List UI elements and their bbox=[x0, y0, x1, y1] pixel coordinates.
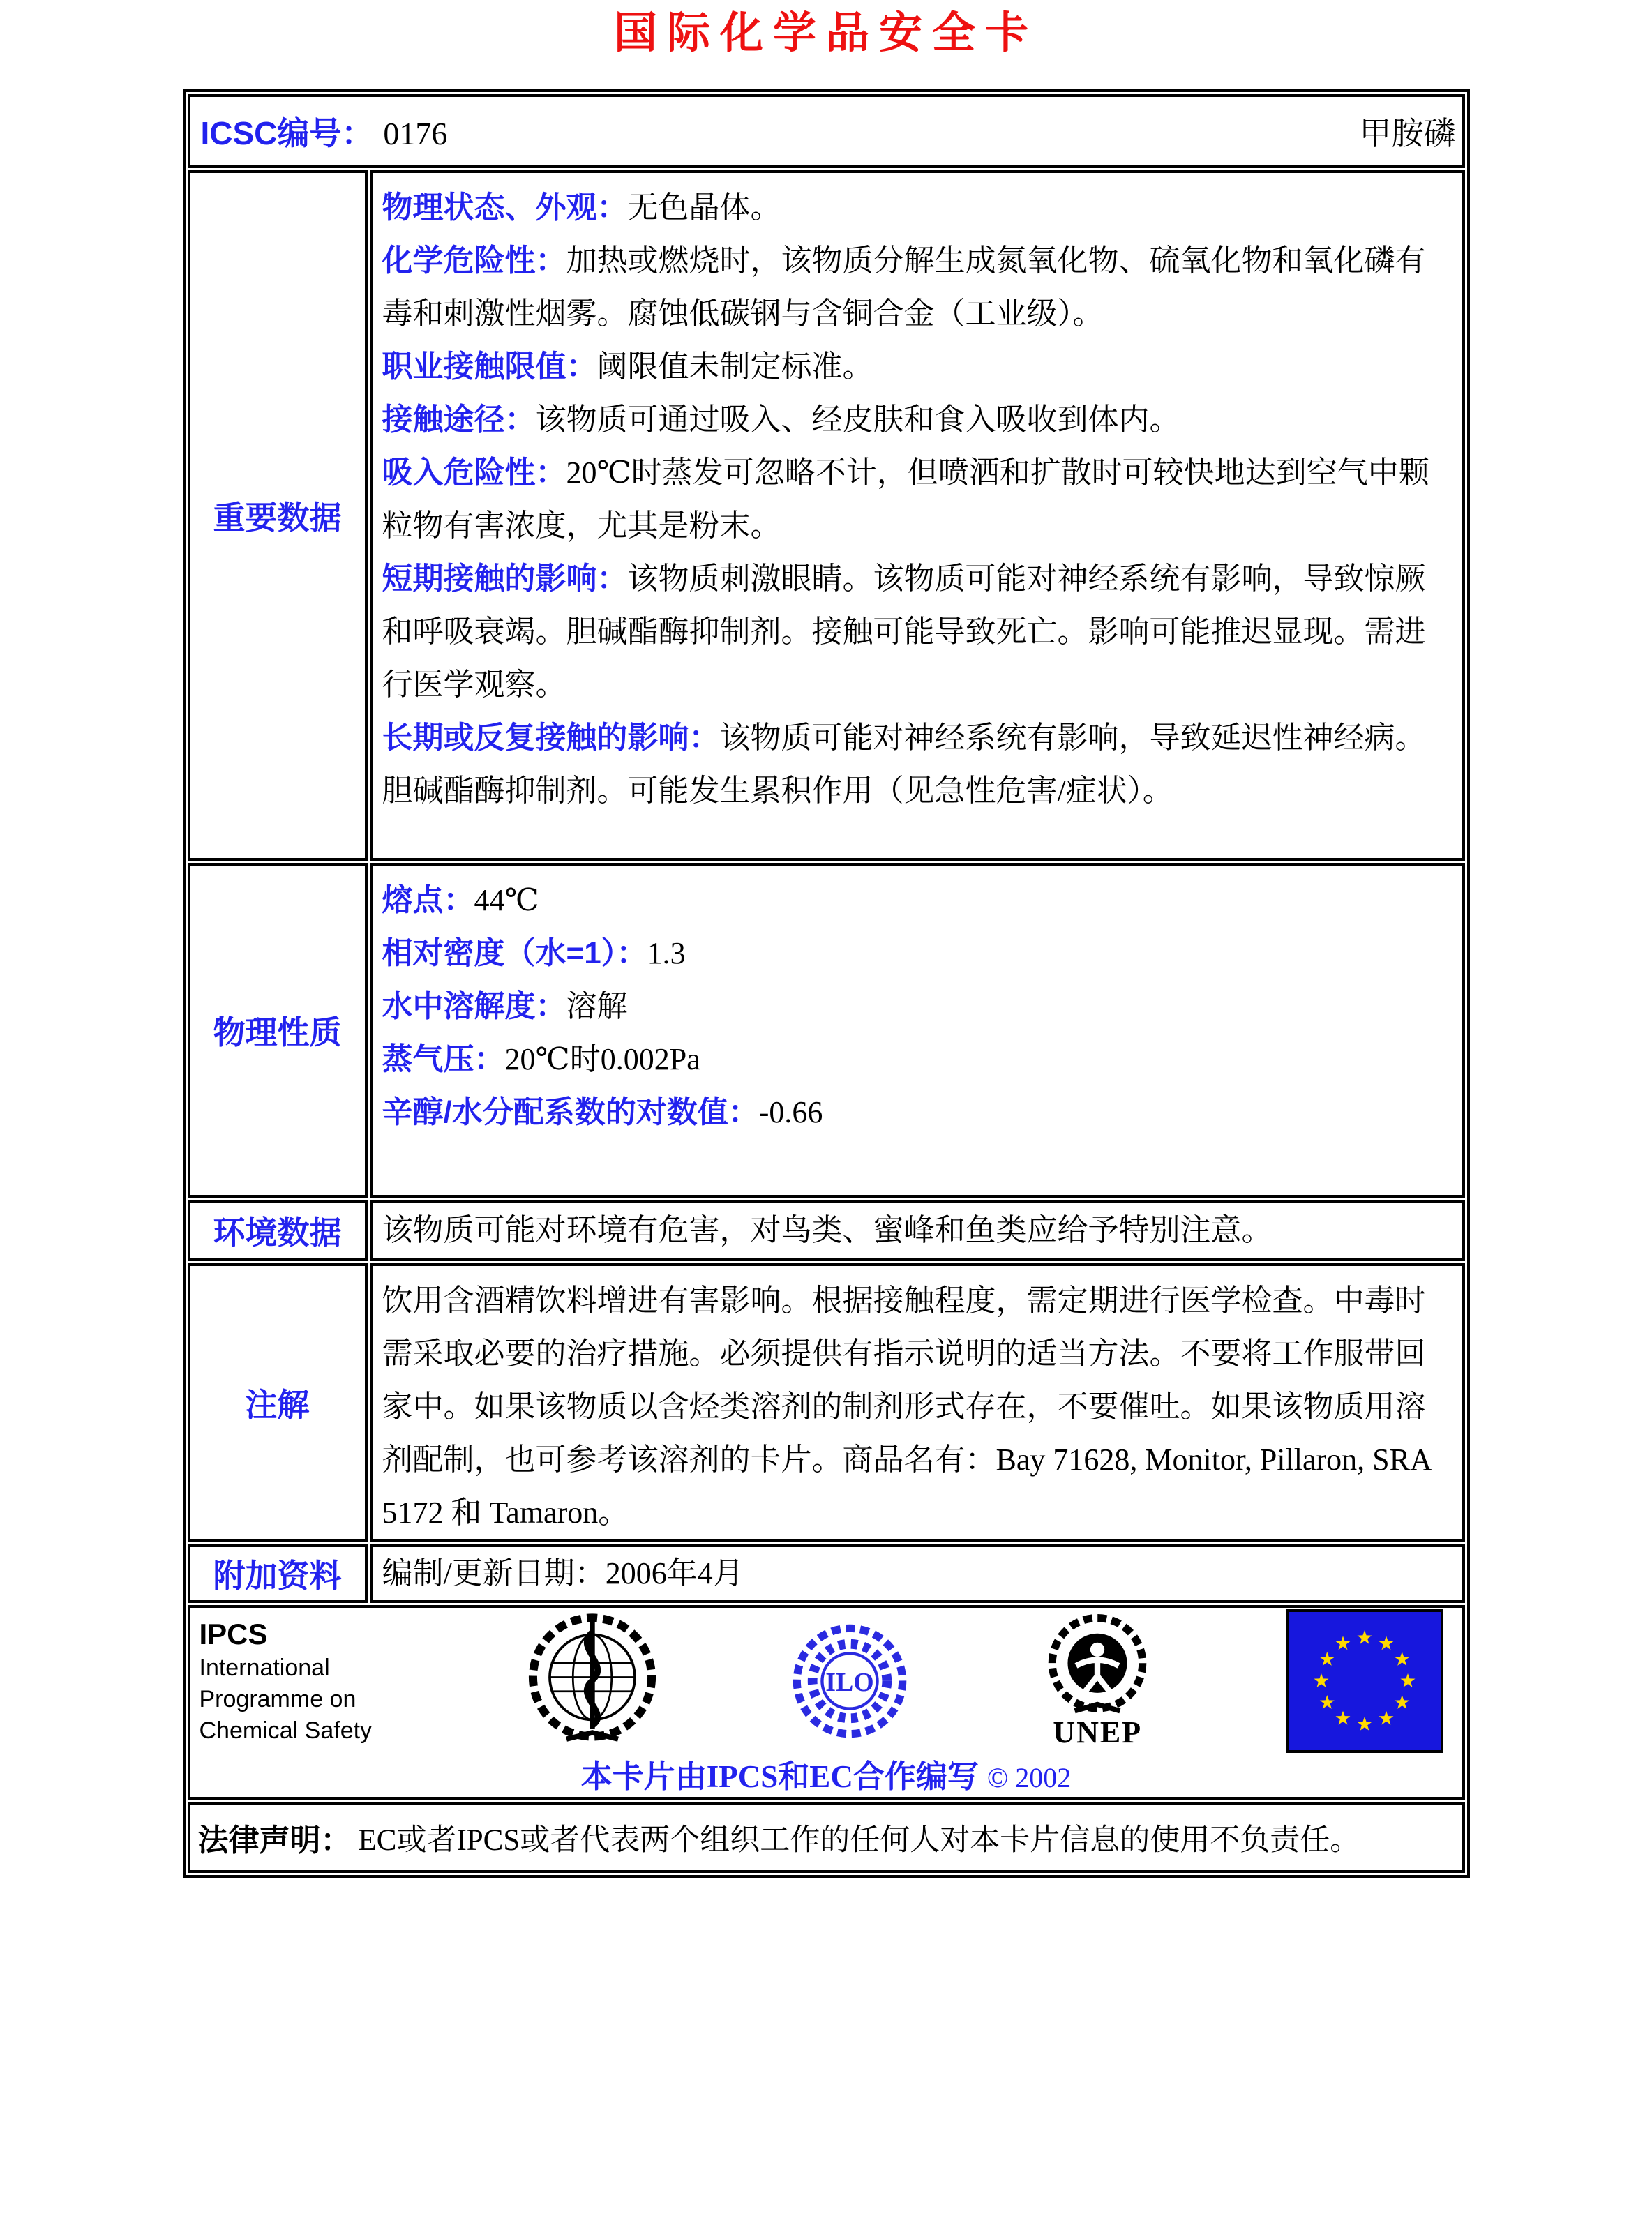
who-logo-icon bbox=[527, 1613, 657, 1749]
eu-flag-icon bbox=[1286, 1609, 1443, 1753]
field-occupational-limit bbox=[382, 340, 1452, 393]
field-relative-density-text: 1.3 bbox=[647, 936, 686, 970]
field-water-solubility bbox=[382, 980, 1452, 1033]
unep-logo bbox=[1042, 1614, 1152, 1749]
date-of-update bbox=[382, 1547, 1452, 1600]
date-of-update-label: 编制/更新日期： bbox=[382, 1556, 606, 1590]
legal-notice-label: 法律声明： bbox=[197, 1823, 352, 1858]
field-relative-density-label: 相对密度（水=1）： bbox=[382, 936, 647, 970]
notes-row bbox=[188, 1263, 1465, 1542]
physical-properties-row bbox=[188, 863, 1465, 1198]
field-octanol-water-label: 辛醇/水分配系数的对数值： bbox=[382, 1095, 759, 1129]
field-long-term-effects-label: 长期或反复接触的影响： bbox=[382, 721, 720, 755]
field-water-solubility-text: 溶解 bbox=[566, 989, 628, 1023]
field-vapor-pressure-label: 蒸气压： bbox=[382, 1042, 505, 1076]
field-octanol-water bbox=[382, 1086, 1452, 1139]
field-exposure-routes-label: 接触途径： bbox=[382, 402, 536, 437]
field-melting-point-text: 44℃ bbox=[474, 883, 539, 917]
icsc-card-table bbox=[183, 89, 1470, 1878]
field-occupational-limit-label: 职业接触限值： bbox=[382, 349, 597, 384]
field-long-term-effects-text: 该物质可能对神经系统有影响，导致延迟性神经病。胆碱酯酶抑制剂。可能发生累积作用（见急性危害/症状）。 bbox=[382, 721, 1426, 808]
icsc-number-group bbox=[201, 108, 448, 154]
environmental-data-row bbox=[188, 1200, 1465, 1261]
field-chemical-danger-text: 加热或燃烧时，该物质分解生成氮氧化物、硫氧化物和氧化磷有毒和刺激性烟雾。腐蚀低碳钢与含铜合金（工业级）。 bbox=[382, 243, 1426, 331]
header-row bbox=[188, 94, 1465, 168]
field-relative-density bbox=[382, 927, 1452, 980]
field-occupational-limit-text: 阈限值未制定标准。 bbox=[596, 349, 873, 384]
icsc-number-value: 0176 bbox=[383, 116, 448, 151]
page-title: 国际化学品安全卡 bbox=[613, 10, 1038, 57]
cooperation-caption-line bbox=[191, 1751, 1462, 1796]
ipcs-text-block bbox=[200, 1616, 395, 1747]
ilo-label: ILO bbox=[825, 1667, 874, 1697]
ipcs-title: IPCS bbox=[199, 1617, 268, 1650]
unep-emblem-icon bbox=[1042, 1614, 1152, 1717]
legal-notice-text: EC或者IPCS或者代表两个组织工作的任何人对本卡片信息的使用不负责任。 bbox=[358, 1823, 1360, 1857]
field-long-term-effects bbox=[382, 711, 1452, 818]
field-vapor-pressure bbox=[382, 1033, 1452, 1086]
field-physical-state bbox=[382, 181, 1452, 234]
ipcs-line-2: Programme on bbox=[199, 1685, 356, 1712]
icsc-number-label: ICSC编号： bbox=[200, 115, 374, 151]
field-exposure-routes bbox=[382, 393, 1452, 446]
field-chemical-danger-label: 化学危险性： bbox=[382, 243, 566, 278]
physical-properties-row-label: 物理性质 bbox=[188, 863, 368, 1198]
field-inhalation-risk bbox=[382, 446, 1452, 552]
copyright-note: © 2002 bbox=[986, 1762, 1072, 1793]
additional-info-row bbox=[188, 1544, 1465, 1603]
ipcs-line-1: International bbox=[199, 1654, 330, 1681]
additional-info-row-label: 附加资料 bbox=[188, 1544, 368, 1603]
field-physical-state-label: 物理状态、外观： bbox=[382, 190, 628, 225]
field-melting-point-label: 熔点： bbox=[382, 883, 474, 917]
ipcs-line-3: Chemical Safety bbox=[199, 1717, 373, 1744]
field-octanol-water-text: -0.66 bbox=[758, 1095, 823, 1129]
legal-row bbox=[188, 1802, 1465, 1873]
field-water-solubility-label: 水中溶解度： bbox=[382, 989, 566, 1023]
field-inhalation-risk-label: 吸入危险性： bbox=[382, 455, 566, 490]
field-vapor-pressure-text: 20℃时0.002Pa bbox=[504, 1042, 700, 1076]
cooperation-caption: 本卡片由IPCS和EC合作编写 bbox=[580, 1759, 979, 1794]
environmental-data-text: 该物质可能对环境有危害，对鸟类、蜜峰和鱼类应给予特别注意。 bbox=[382, 1213, 1272, 1247]
notes-text: 饮用含酒精饮料增进有害影响。根据接触程度，需定期进行医学检查。中毒时需采取必要的治疗措施。必须提供有指示说明的适当方法。不要将工作服带回家中。如果该物质以含烃类溶剂的制剂形式存在，不要催吐。如果该物质用溶剂配制，也可参考该溶剂的卡片。商品名有：Bay 71628, Monitor, Pillaron, SRA 5172 和 Tamaron。 bbox=[382, 1283, 1431, 1530]
field-chemical-danger bbox=[382, 234, 1452, 340]
unep-label: UNEP bbox=[1053, 1715, 1143, 1749]
logos-row bbox=[188, 1605, 1465, 1800]
field-short-term-effects bbox=[382, 552, 1452, 711]
environmental-data-row-label: 环境数据 bbox=[188, 1200, 368, 1261]
ilo-logo-icon bbox=[790, 1621, 910, 1741]
important-data-row bbox=[188, 170, 1465, 861]
field-exposure-routes-text: 该物质可通过吸入、经皮肤和食入吸收到体内。 bbox=[535, 402, 1180, 437]
field-physical-state-text: 无色晶体。 bbox=[627, 190, 781, 225]
field-melting-point bbox=[382, 874, 1452, 927]
field-short-term-effects-label: 短期接触的影响： bbox=[382, 562, 628, 596]
chemical-name: 甲胺磷 bbox=[1359, 116, 1456, 151]
notes-row-label: 注解 bbox=[188, 1263, 368, 1542]
field-inhalation-risk-text: 20℃时蒸发可忽略不计，但喷洒和扩散时可较快地达到空气中颗粒物有害浓度，尤其是粉末。 bbox=[382, 455, 1429, 543]
field-short-term-effects-text: 该物质刺激眼睛。该物质可能对神经系统有影响，导致惊厥和呼吸衰竭。胆碱酯酶抑制剂。接触可能导致死亡。影响可能推迟显现。需进行医学观察。 bbox=[382, 562, 1426, 702]
important-data-row-label: 重要数据 bbox=[188, 170, 368, 861]
date-of-update-value: 2006年4月 bbox=[605, 1556, 744, 1590]
